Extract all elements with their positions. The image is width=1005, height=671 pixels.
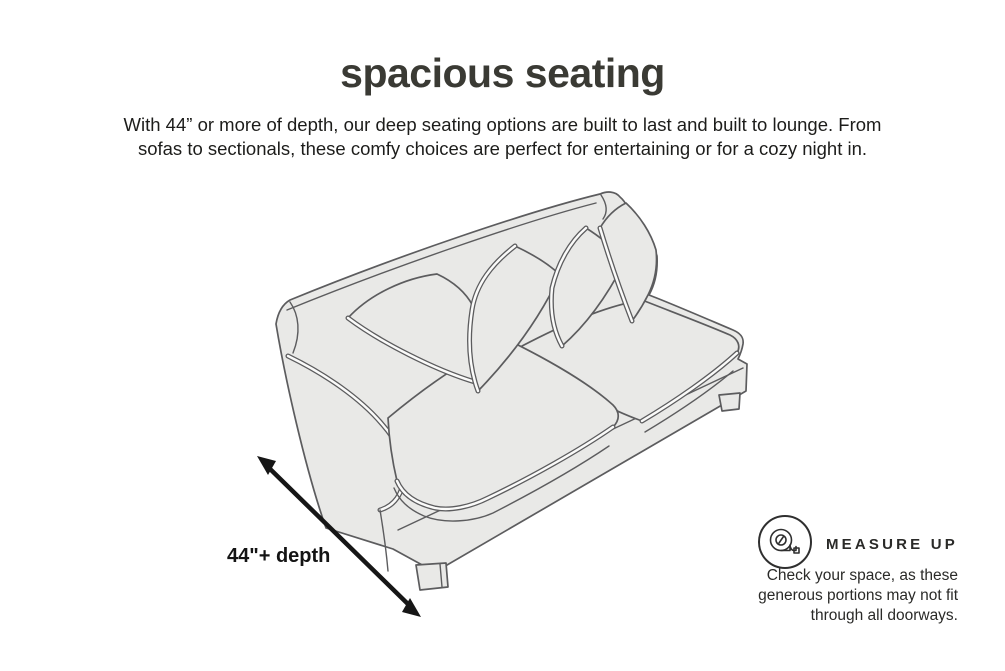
depth-dimension-label: 44"+ depth: [227, 545, 331, 567]
sofa-right-foot: [719, 393, 740, 411]
note-line-3: through all doorways.: [810, 607, 958, 624]
description-line-2: sofas to sectionals, these comfy choices are perfect for entertaining or for a cozy night in.: [137, 138, 868, 159]
page-description: [88, 113, 918, 161]
page-title: spacious seating: [340, 50, 665, 96]
measure-up-title: MEASURE UP: [825, 535, 958, 553]
note-line-2: generous portions may not fit: [758, 587, 958, 604]
sofa-front-foot: [416, 563, 448, 590]
description-line-1: With 44” or more of depth, our deep seating options are built to last and built to lounge. From: [123, 114, 882, 135]
measure-up-header: [718, 516, 958, 572]
measure-up-note: [753, 566, 958, 626]
note-line-1: Check your space, as these: [766, 567, 958, 584]
measure-up-section: [718, 516, 958, 626]
